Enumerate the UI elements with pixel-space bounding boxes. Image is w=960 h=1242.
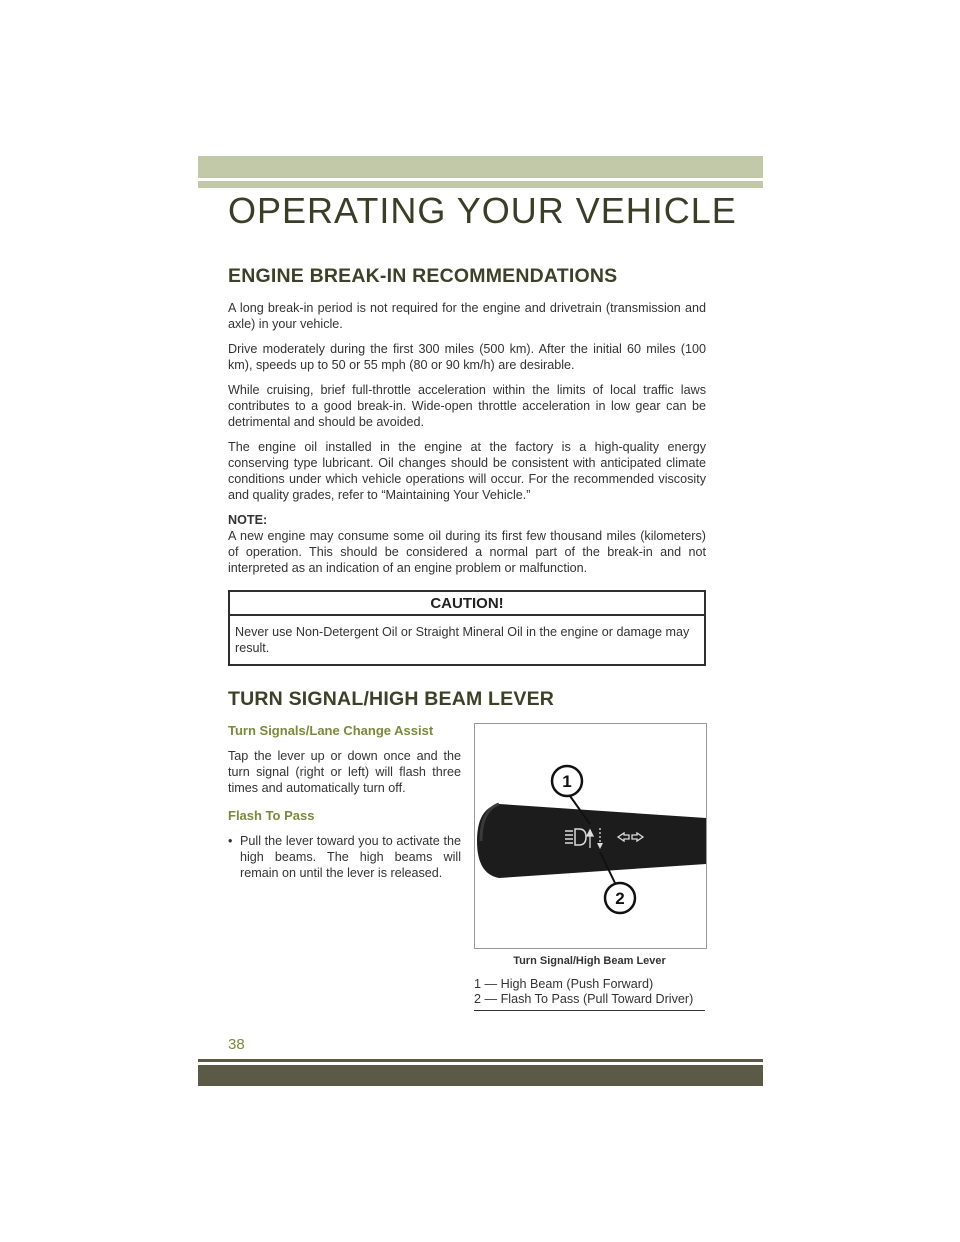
header-stripe (198, 181, 763, 188)
figure-legend (474, 977, 705, 1011)
paragraph: While cruising, brief full-throttle acceleration within the limits of local traffic laws contributes to a good break-in. Wide-open throttle acceleration in low gear can be detrimental and should be avoided. (228, 383, 706, 429)
header-band (198, 156, 763, 178)
callout-1-label: 1 (562, 772, 572, 791)
legend-item: 2 — Flash To Pass (Pull Toward Driver) (474, 992, 694, 1006)
callout-2-label: 2 (615, 889, 625, 908)
caution-text: Never use Non-Detergent Oil or Straight Mineral Oil in the engine or damage may result. (235, 625, 690, 655)
paragraph: Drive moderately during the first 300 miles (500 km). After the initial 60 miles (100 km), speeds up to 50 or 55 mph (80 or 90 km/h) are desirable. (228, 342, 706, 372)
page-number: 38 (228, 1036, 245, 1053)
flash-to-pass-bullet (228, 833, 461, 881)
footer-band (198, 1065, 763, 1086)
flash-to-pass-text: Pull the lever toward you to activate the high beams. The high beams will remain on until the lever is released. (240, 834, 461, 880)
turn-signals-subheading: Turn Signals/Lane Change Assist (228, 723, 434, 738)
turn-signals-text: Tap the lever up or down once and the turn signal (right or left) will flash three times and automatically turn off. (228, 749, 461, 795)
turn-signal-heading: TURN SIGNAL/HIGH BEAM LEVER (228, 688, 555, 710)
note-label: NOTE: (228, 513, 268, 527)
page-content (228, 265, 706, 1043)
turn-signal-text (228, 723, 461, 881)
paragraph: The engine oil installed in the engine at the factory is a high-quality energy conserving type lubricant. Oil changes should be consistent with anticipated climate conditions under which vehicle operations will occur. For the recommended viscosity and quality grades, refer to “Maintaining Your Vehicle.” (228, 440, 706, 502)
lever-body (477, 804, 706, 878)
chapter-title: OPERATING YOUR VEHICLE (228, 190, 737, 231)
engine-break-in-heading: ENGINE BREAK-IN RECOMMENDATIONS (228, 265, 618, 287)
note-text: A new engine may consume some oil during its first few thousand miles (kilometers) of operation. This should be considered a normal part of the break-in and not interpreted as an indication of an engine problem or malfunction. (228, 529, 706, 575)
footer-stripe (198, 1059, 763, 1062)
caution-title: CAUTION! (230, 592, 704, 616)
figure-caption: Turn Signal/High Beam Lever (513, 955, 666, 967)
lever-drawing (475, 724, 706, 948)
flash-to-pass-subheading: Flash To Pass (228, 808, 315, 823)
paragraph: A long break-in period is not required for the engine and drivetrain (transmission and axle) in your vehicle. (228, 301, 706, 331)
legend-item: 1 — High Beam (Push Forward) (474, 977, 654, 991)
bullet-icon: • (228, 834, 233, 848)
turn-signal-section (228, 723, 706, 1043)
lever-illustration (474, 723, 707, 949)
caution-box (228, 590, 706, 666)
